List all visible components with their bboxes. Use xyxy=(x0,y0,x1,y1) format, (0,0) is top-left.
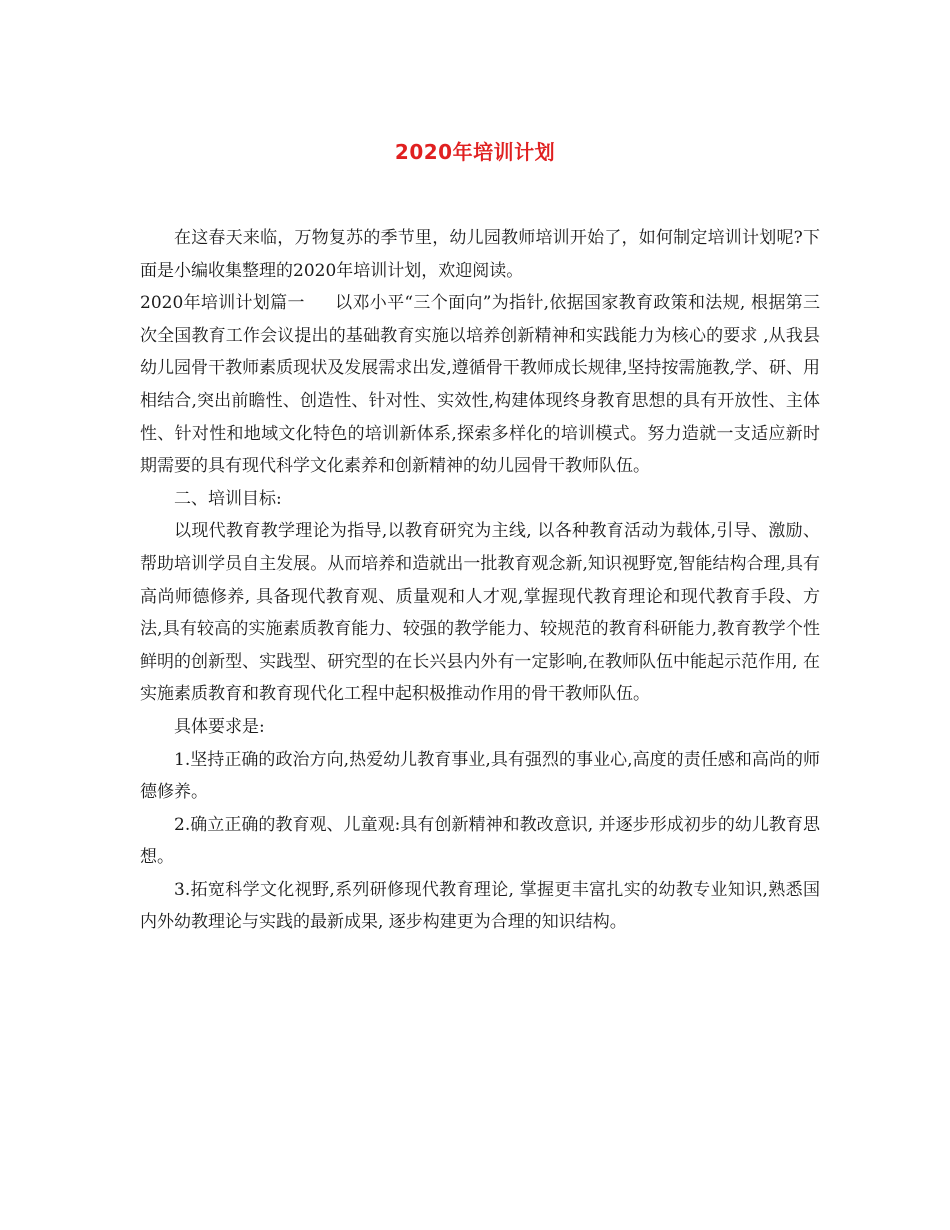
section-first-paragraph xyxy=(140,287,820,483)
goals-heading: 二、培训目标: xyxy=(174,488,282,509)
guiding-paragraph: 以邓小平“三个面向”为指针,依据国家教育政策和法规, 根据第三次全国教育工作会议提出的基础教育实施以培养创新精神和实践能力为核心的要求 ,从我县幼儿园骨干教师素质现状及发展需求出发,遵循骨干教师成长规律,坚持按需施教,学、研、用相结合,突出前瞻性、创造性、针对性、实效性,构建体现终身教育思想的具有开放性、主体性、针对性和地域文化特色的培训新体系,探索多样化的培训模式。努力造就一支适应新时期需要的具有现代科学文化素养和创新精神的幼儿园骨干教师队伍。 xyxy=(140,293,821,477)
requirements-heading: 具体要求是: xyxy=(174,716,265,737)
document-title: 2020年培训计划 xyxy=(394,140,556,164)
requirement-item: 1.坚持正确的政治方向,热爱幼儿教育事业,具有强烈的事业心,高度的责任感和高尚的师德修养。 xyxy=(140,749,820,803)
requirement-item: 2.确立正确的教育观、儿童观:具有创新精神和教改意识, 并逐步形成初步的幼儿教育思想。 xyxy=(140,814,820,868)
section-label: 2020年培训计划篇一 xyxy=(140,293,305,314)
goals-paragraph: 以现代教育教学理论为指导,以教育研究为主线, 以各种教育活动为载体,引导、激励、帮助培训学员自主发展。从而培养和造就出一批教育观念新,知识视野宽,智能结构合理,具有高尚师德修养, 具备现代教育观、质量观和人才观,掌握现代教育理论和现代教育手段、方法,具有较高的实施素质教育能力、较强的教学能力、较规范的教育科研能力,教育教学个性鲜明的创新型、实践型、研究型的在长兴县内外有一定影响,在教师队伍中能起示范作用, 在实施素质教育和教育现代化工程中起积极推动作用的骨干教师队伍。 xyxy=(140,521,820,705)
requirement-item: 3.拓宽科学文化视野,系列研修现代教育理论, 掌握更丰富扎实的幼教专业知识,熟悉国内外幼教理论与实践的最新成果, 逐步构建更为合理的知识结构。 xyxy=(140,879,820,933)
document-body xyxy=(140,222,820,939)
intro-paragraph: 在这春天来临，万物复苏的季节里，幼儿园教师培训开始了，如何制定培训计划呢?下面是小编收集整理的2020年培训计划，欢迎阅读。 xyxy=(140,228,820,281)
